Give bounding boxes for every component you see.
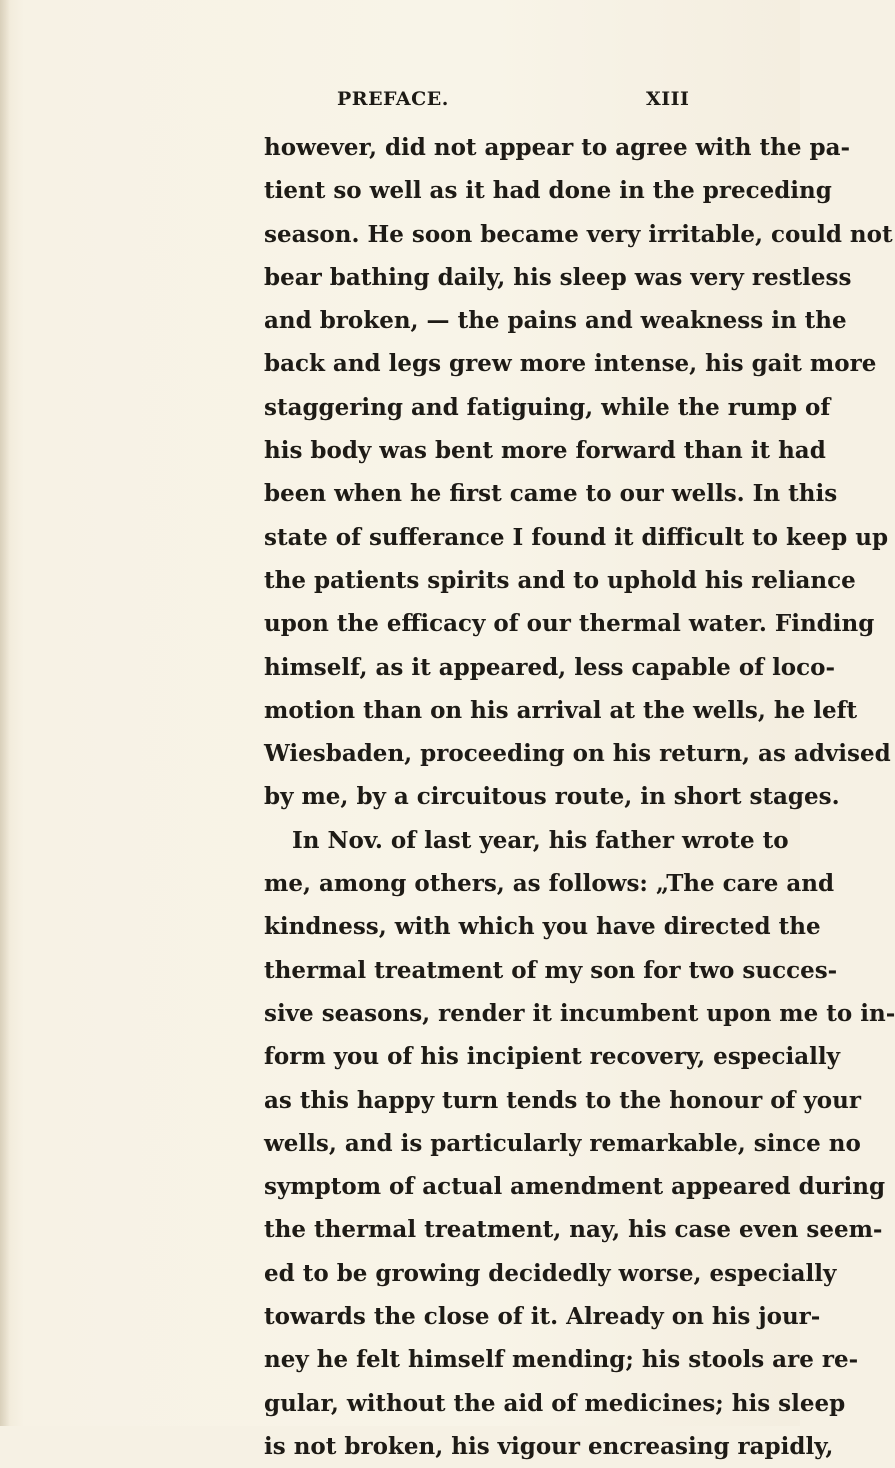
text-line: back and legs grew more intense, his gait more — [264, 350, 877, 378]
text-line: and broken, — the pains and weakness in the — [264, 307, 847, 335]
text-line: me, among others, as follows: „The care and — [264, 870, 835, 898]
text-line: state of sufferance I found it difficult to keep up — [264, 523, 889, 551]
text-line: thermal treatment of my son for two succes- — [264, 956, 838, 984]
body-text — [264, 126, 895, 1468]
text-line: however, did not appear to agree with the pa- — [264, 134, 851, 161]
text-line: motion than on his arrival at the wells, he left — [264, 696, 858, 724]
paragraph-first-line: In Nov. of last year, his father wrote to — [292, 826, 789, 854]
text-line: towards the close of it. Already on his jour- — [264, 1303, 821, 1331]
text-line: bear bathing daily, his sleep was very restless — [264, 263, 852, 291]
text-line: wells, and is particularly remarkable, since no — [264, 1129, 861, 1157]
text-line: form you of his incipient recovery, especially — [264, 1043, 840, 1071]
text-line: gular, without the aid of medicines; his sleep — [264, 1389, 846, 1417]
text-line: his body was bent more forward than it had — [264, 437, 826, 465]
text-line: symptom of actual amendment appeared during — [264, 1173, 886, 1201]
text-line: ed to be growing decidedly worse, especially — [264, 1259, 837, 1287]
text-line: staggering and fatiguing, while the rump of — [264, 393, 831, 421]
running-head — [0, 88, 800, 118]
text-line: ney he felt himself mending; his stools are re- — [264, 1346, 859, 1374]
text-line: season. He soon became very irritable, could not — [264, 220, 893, 248]
text-line: tient so well as it had done in the preceding — [264, 177, 832, 205]
running-title: PREFACE. — [337, 88, 449, 110]
text-line: by me, by a circuitous route, in short stages. — [264, 783, 840, 811]
text-line: kindness, with which you have directed the — [264, 913, 821, 941]
page-number: XIII — [646, 88, 690, 110]
text-line: himself, as it appeared, less capable of loco- — [264, 653, 836, 681]
text-line: the thermal treatment, nay, his case even seem- — [264, 1216, 883, 1244]
text-line: been when he first came to our wells. In this — [264, 480, 838, 508]
text-line: the patients spirits and to uphold his reliance — [264, 566, 856, 594]
text-line: as this happy turn tends to the honour of your — [264, 1086, 861, 1114]
text-line: Wiesbaden, proceeding on his return, as advised — [264, 740, 891, 768]
text-line: is not broken, his vigour encreasing rapidly, — [264, 1432, 834, 1460]
spine-shadow — [0, 0, 10, 1426]
text-line: upon the efficacy of our thermal water. Finding — [264, 610, 875, 638]
text-line: sive seasons, render it incumbent upon me to in- — [264, 999, 895, 1027]
